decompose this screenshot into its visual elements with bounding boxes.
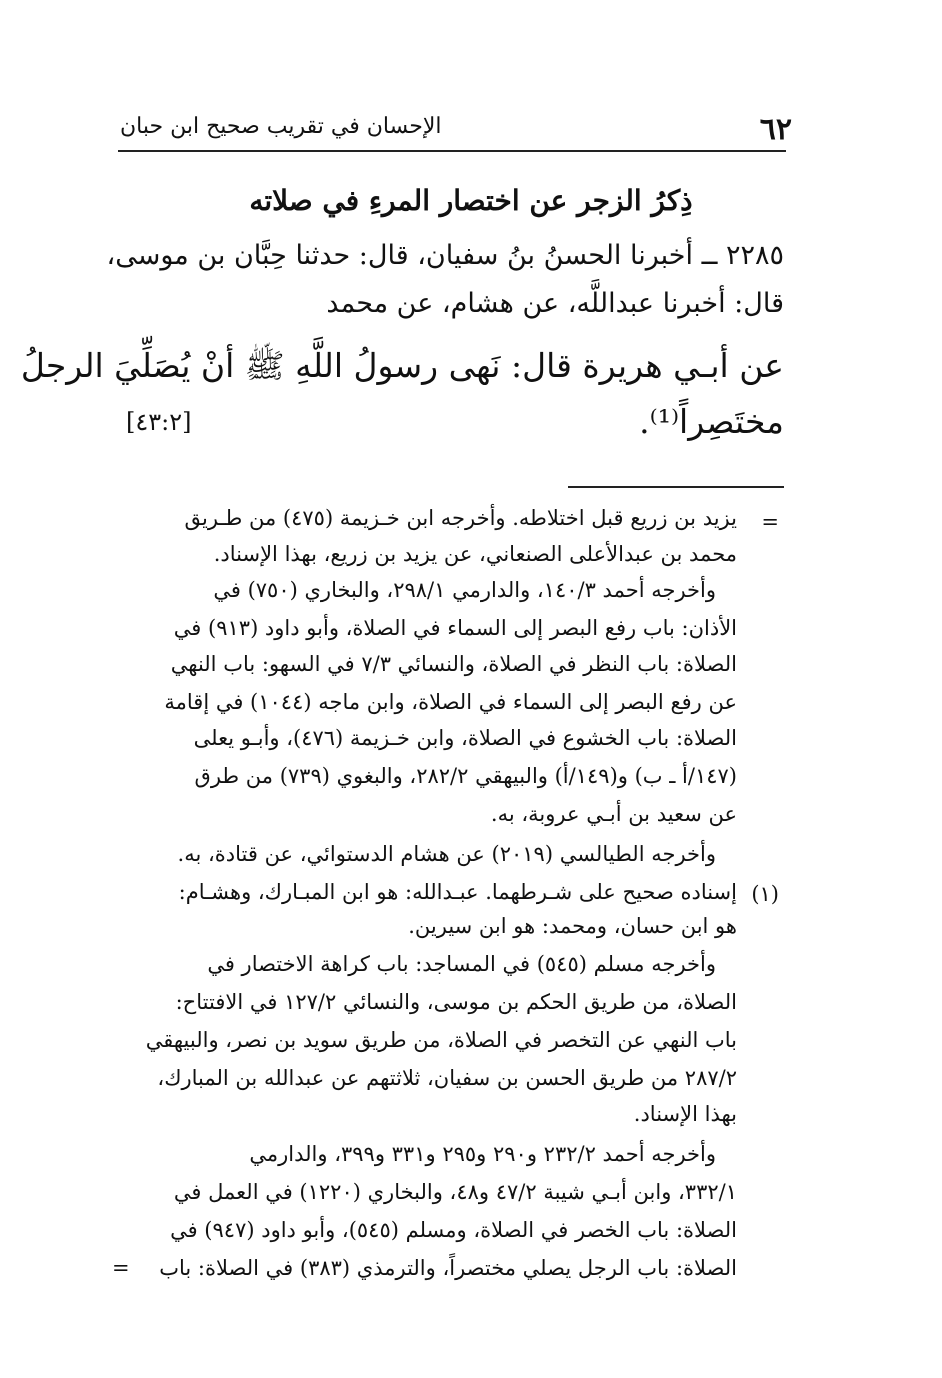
footnote-line: ٣٣٢/١، وابن أبـي شيبة ٤٧/٢ و٤٨، والبخاري (١٢٢٠) في العمل في: [173, 1180, 737, 1204]
footnote-line: وأخرجه الطيالسي (٢٠١٩) عن هشام الدستوائي، عن قتادة، به.: [177, 842, 716, 866]
hadith-line-4: مختَصِراً⁽¹⁾.: [639, 402, 784, 441]
footnote-line: وأخرجه أحمد ٢٣٢/٢ و٢٩٠ و٢٩٥ و٣٣١ و٣٩٩، والدارمي: [249, 1142, 716, 1166]
footnote-line: محمد بن عبدالأعلى الصنعاني، عن يزيد بن زريع، بهذا الإسناد.: [213, 542, 737, 566]
footnote-line: الصلاة: باب الرجل يصلي مختصراً، والترمذي (٣٨٣) في الصلاة: باب: [159, 1256, 737, 1280]
hadith-reference: [٤٣:٢]: [126, 408, 192, 436]
footnote-line: وأخرجه مسلم (٥٤٥) في المساجد: باب كراهة الاختصار في: [207, 952, 716, 976]
footnote-line: عن رفع البصر إلى السماء في الصلاة، وابن ماجه (١٠٤٤) في إقامة: [164, 690, 737, 714]
footnote-line: الصلاة، من طريق الحكم بن موسى، والنسائي ١٢٧/٢ في الافتتاح:: [175, 990, 737, 1014]
footnote-line: باب النهي عن التخصر في الصلاة، من طريق سويد بن نصر، والبيهقي: [145, 1028, 737, 1052]
footnote-line: الصلاة: باب النظر في الصلاة، والنسائي ٧/٣ في السهو: باب النهي: [170, 652, 737, 676]
footnote-line: الأذان: باب رفع البصر إلى السماء في الصلاة، وأبو داود (٩١٣) في: [173, 616, 737, 640]
hadith-line-2: قال: أخبرنا عبداللَّه، عن هشام، عن محمد: [326, 288, 784, 319]
footnote-line: بهذا الإسناد.: [633, 1102, 737, 1126]
footnote-rule: [568, 486, 784, 488]
chapter-heading: ذِكرُ الزجر عن اختصار المرءِ في صلاته: [249, 184, 693, 217]
continuation-mark-bottom: =: [112, 1256, 130, 1280]
running-title: الإحسان في تقريب صحيح ابن حبان: [120, 114, 442, 139]
footnote-line: الصلاة: باب الخشوع في الصلاة، وابن خـزيمة (٤٧٦)، وأبـو يعلى: [193, 726, 737, 750]
continuation-mark-top: =: [761, 510, 779, 534]
footnote-line: الصلاة: باب الخصر في الصلاة، ومسلم (٥٤٥)، وأبو داود (٩٤٧) في: [170, 1218, 737, 1242]
footnote-number: (١): [751, 882, 779, 906]
header-rule: [118, 150, 786, 152]
hadith-line-3: عن أبـي هريرة قال: نَهى رسولُ اللَّهِ ﷺ أنْ يُصَلِّيَ الرجلُ: [20, 346, 784, 385]
footnote-line: يزيد بن زريع قبل اختلاطه. وأخرجه ابن خـزيمة (٤٧٥) من طـريق: [184, 506, 737, 530]
footnote-line: هو ابن حسان، ومحمد: هو ابن سيرين.: [408, 914, 737, 938]
page-number: ٦٢: [759, 112, 792, 147]
hadith-line-1: ٢٢٨٥ ــ أخبرنا الحسنُ بنُ سفيان، قال: حدثنا حِبَّان بن موسى،: [106, 240, 784, 271]
footnote-line: ٢٨٧/٢ من طريق الحسن بن سفيان، ثلاثتهم عن عبدالله بن المبارك،: [157, 1066, 737, 1090]
footnote-line: (١٤٧/أ ـ ب) و(١٤٩/أ) والبيهقي ٢٨٢/٢، والبغوي (٧٣٩) من طرق: [194, 764, 737, 788]
footnote-line: عن سعيد بن أبـي عروبة، به.: [490, 802, 737, 826]
footnote-line: إسناده صحيح على شـرطهما. عبـدالله: هو ابن المبـارك، وهشـام:: [178, 880, 737, 904]
footnote-line: وأخرجه أحمد ١٤٠/٣، والدارمي ٢٩٨/١، والبخاري (٧٥٠) في: [213, 578, 716, 602]
